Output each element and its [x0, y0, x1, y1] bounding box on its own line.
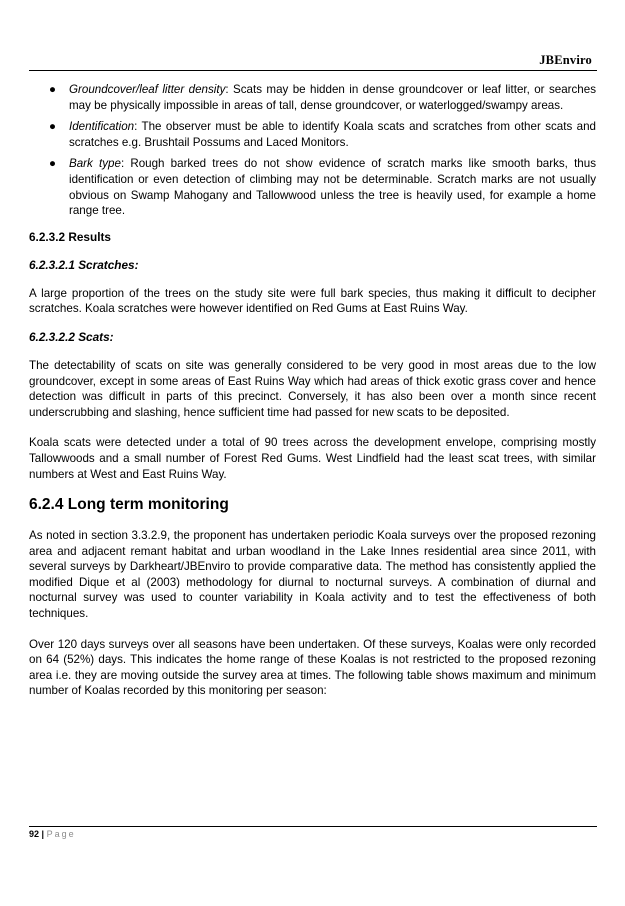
- footer-rule: [29, 826, 597, 827]
- page-footer: [29, 829, 76, 839]
- bullet-text: : Scats may be hidden in dense groundcover or leaf litter, or searches may be physically impossible in areas of tall, dense groundcover, or waterlogged/swampy areas.: [69, 83, 596, 112]
- bullet-term: Groundcover/leaf litter density: [69, 83, 226, 96]
- scratches-paragraph: A large proportion of the trees on the study site were full bark species, thus making it difficult to decipher scratches. Koala scratches were however identified on Red Gums at East Ruins Way.: [29, 286, 596, 316]
- scratches-heading: 6.2.3.2.1 Scratches:: [29, 257, 139, 272]
- page-content: [29, 82, 596, 699]
- scats-paragraph-1: The detectability of scats on site was generally considered to be very good in most areas due to the low groundcover, except in some areas of East Ruins Way which had areas of thick exotic grass cover and hence detection was difficult in parts of this precinct. Conversely, it has also been over a month since recent underscrubbing and slashing, hence sufficient time had passed for new scats to be deposited.: [29, 358, 596, 419]
- bullet-item-identification: [29, 119, 596, 150]
- bullet-dot-icon: ●: [49, 120, 57, 134]
- bullet-dot-icon: ●: [49, 83, 57, 96]
- page-number: 92: [29, 829, 40, 839]
- scats-heading: 6.2.3.2.2 Scats:: [29, 329, 114, 344]
- monitoring-heading: 6.2.4 Long term monitoring: [29, 496, 229, 514]
- page-label: Page: [46, 829, 76, 839]
- bullet-text: : The observer must be able to identify Koala scats and scratches from other scats and scratches e.g. Brushtail Possums and Laced Monitors.: [69, 120, 596, 149]
- header-brand: JBEnviro: [539, 53, 592, 67]
- monitoring-paragraph-1: As noted in section 3.3.2.9, the proponent has undertaken periodic Koala surveys over the proposed rezoning area and adjacent remant habitat and urban woodland in the Lake Innes residential area since 2011, with several surveys by Darkheart/JBEnviro to provide comparative data. The method has consistently applied the modified Dique et al (2003) methodology for diurnal to nocturnal surveys. A combination of diurnal and nocturnal survey was used to counter variability in Koala activity and to test the effectiveness of both techniques.: [29, 529, 596, 621]
- header-rule: [29, 70, 597, 71]
- results-heading: 6.2.3.2 Results: [29, 229, 111, 244]
- bullet-term: Bark type: [69, 157, 121, 171]
- bullet-item-groundcover: [29, 82, 596, 113]
- bullet-list: [29, 82, 596, 219]
- bullet-dot-icon: ●: [49, 157, 57, 171]
- bullet-item-bark-type: [29, 156, 596, 218]
- footer-separator: |: [41, 829, 45, 839]
- monitoring-paragraph-2: Over 120 days surveys over all seasons have been undertaken. Of these surveys, Koalas were only recorded on 64 (52%) days. This indicates the home range of these Koalas is not restricted to the proposed rezoning area i.e. they are moving outside the survey area at times. The following table shows maximum and minimum number of Koalas recorded by this monitoring per season:: [29, 637, 596, 698]
- scats-paragraph-2: Koala scats were detected under a total of 90 trees across the development envelope, comprising mostly Tallowwoods and a small number of Forest Red Gums. West Lindfield had the least scat trees, with similar numbers at West and East Ruins Way.: [29, 436, 596, 481]
- bullet-term: Identification: [69, 120, 135, 134]
- bullet-text: : Rough barked trees do not show evidence of scratch marks like smooth barks, thus identification or even detection of climbing may not be determinable. Scratch marks are not usually obvious on Swamp Mahogany and Tallowwood unless the tree is heavily used, for example a home range tree.: [69, 157, 596, 218]
